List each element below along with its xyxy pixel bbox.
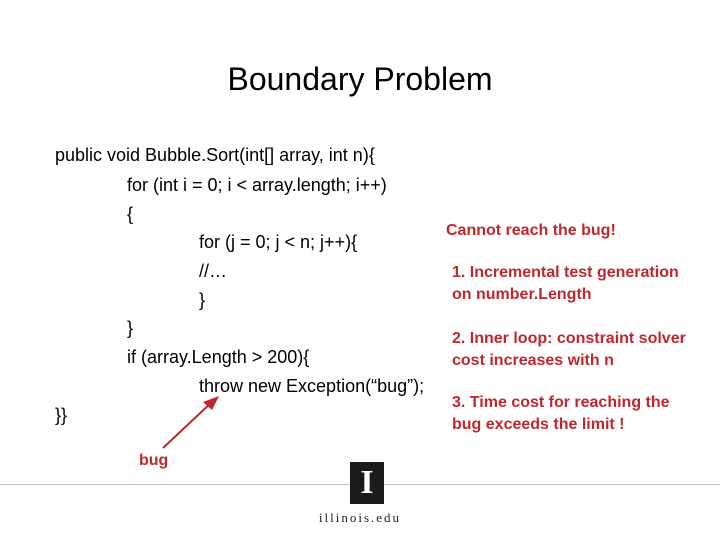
code-line-5: //… bbox=[199, 261, 228, 281]
note-3-line-1: 3. Time cost for reaching the bbox=[452, 394, 670, 411]
code-line-6: } bbox=[199, 290, 206, 310]
note-3-line-2: bug exceeds the limit ! bbox=[452, 416, 625, 433]
note-1-line-2: on number.Length bbox=[452, 286, 592, 303]
note-1-line-1: 1. Incremental test generation bbox=[452, 264, 679, 281]
bug-label: bug bbox=[139, 452, 169, 469]
code-line-10: }} bbox=[55, 405, 68, 425]
code-line-1: public void Bubble.Sort(int[] array, int n){ bbox=[55, 145, 375, 165]
footer-site: illinois.edu bbox=[318, 510, 402, 525]
code-line-9: throw new Exception(“bug”); bbox=[199, 376, 425, 396]
code-line-2: for (int i = 0; i < array.length; i++) bbox=[127, 175, 387, 195]
code-line-3: { bbox=[127, 204, 134, 224]
slide-title: Boundary Problem bbox=[227, 61, 493, 97]
code-line-4: for (j = 0; j < n; j++){ bbox=[199, 232, 358, 252]
code-line-8: if (array.Length > 200){ bbox=[127, 347, 310, 367]
note-2-line-2: cost increases with n bbox=[452, 352, 614, 369]
logo-letter: I bbox=[360, 464, 374, 501]
code-line-7: } bbox=[127, 318, 134, 338]
university-logo bbox=[350, 462, 384, 504]
cannot-reach-label: Cannot reach the bug! bbox=[446, 222, 616, 239]
note-2-line-1: 2. Inner loop: constraint solver bbox=[452, 330, 686, 347]
